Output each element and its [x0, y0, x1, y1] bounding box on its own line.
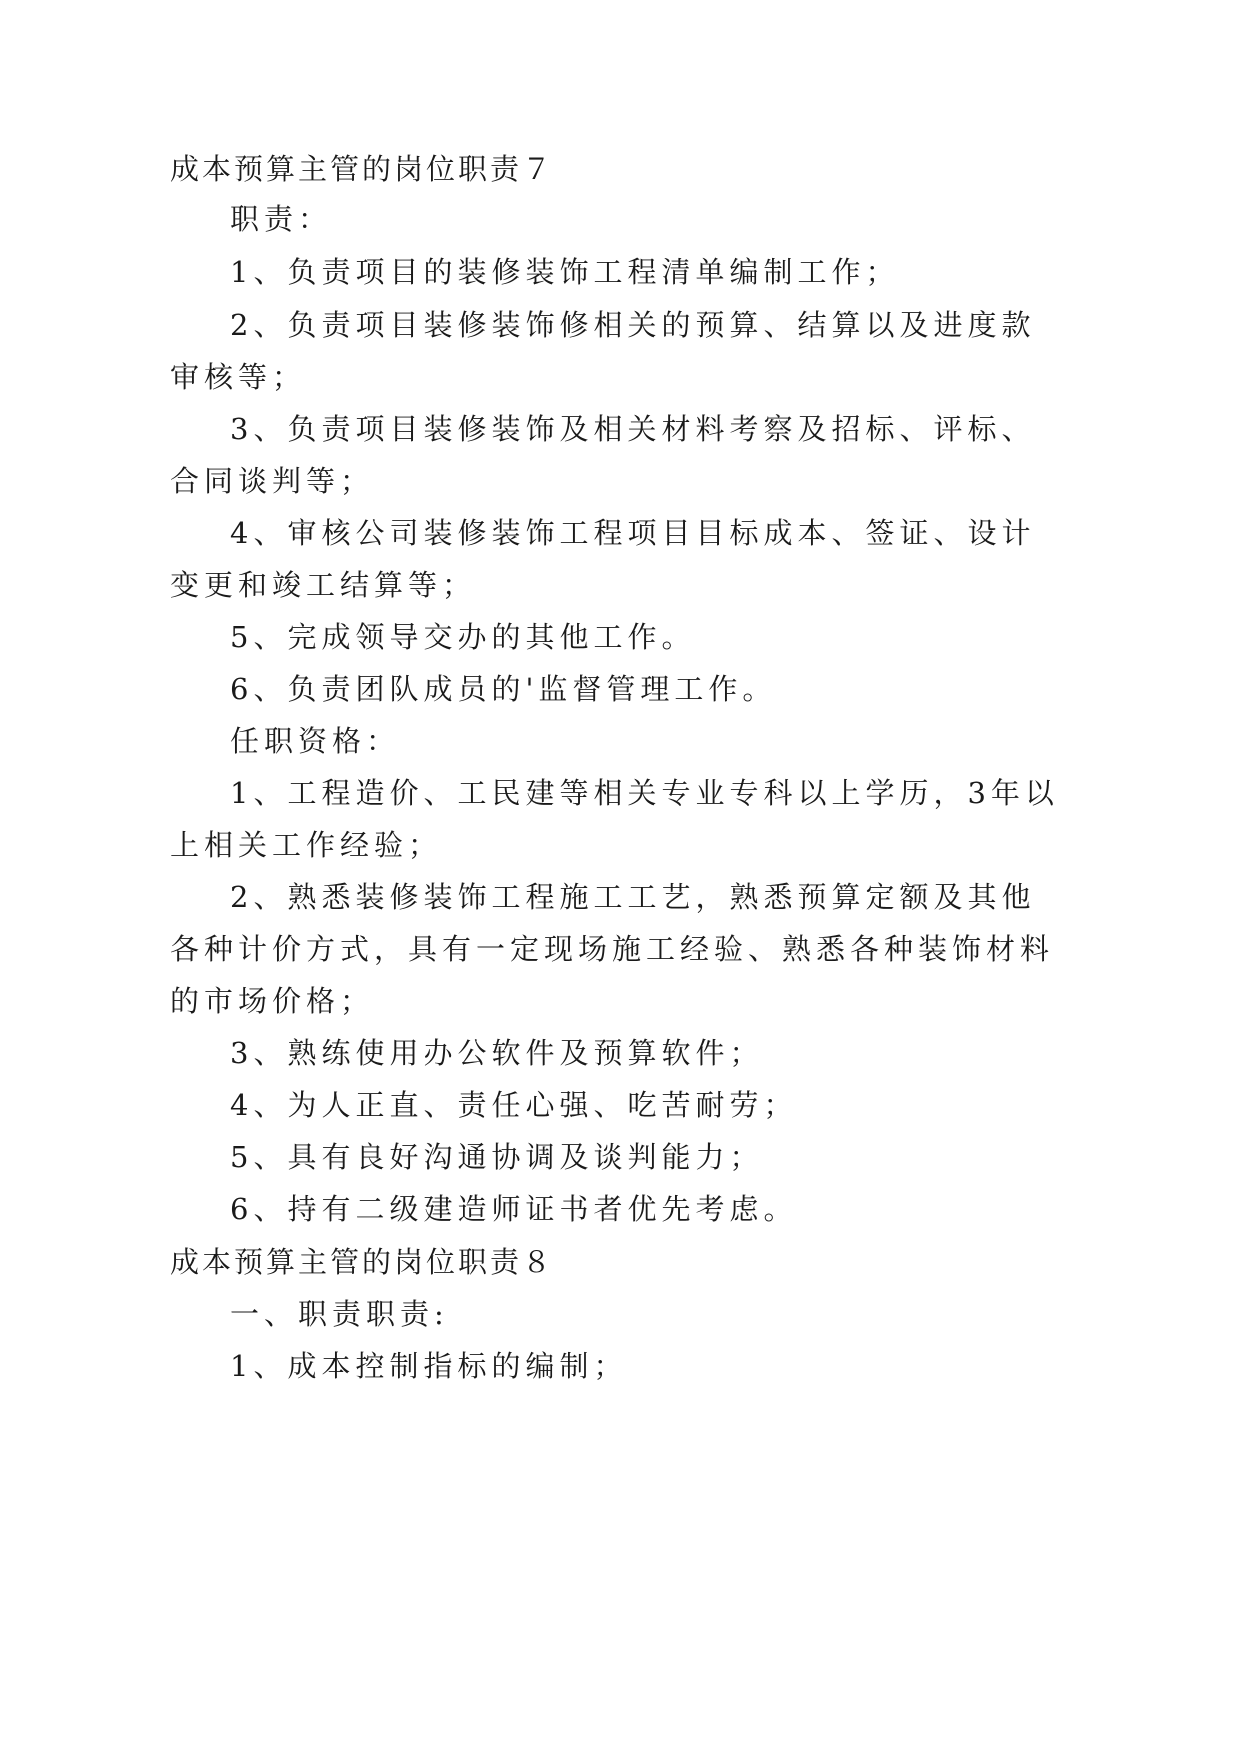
qualification-item-5: 5、具有良好沟通协调及谈判能力；: [230, 1140, 764, 1174]
qualification-item-4: 4、为人正直、责任心强、吃苦耐劳；: [230, 1088, 798, 1122]
qualification-item-6: 6、持有二级建造师证书者优先考虑。: [230, 1192, 798, 1226]
duty-item-5: 5、完成领导交办的其他工作。: [230, 620, 696, 654]
qualification-item-2-cont2: 的市场价格；: [170, 984, 375, 1018]
duty-item-4-cont: 变更和竣工结算等；: [170, 568, 477, 602]
section-8-duty-item-1: 1、成本控制指标的编制；: [230, 1349, 628, 1383]
qualification-item-3: 3、熟练使用办公软件及预算软件；: [230, 1036, 764, 1070]
qualification-item-2-cont: 各种计价方式，具有一定现场施工经验、熟悉各种装饰材料: [170, 932, 1055, 966]
section-7-title: 成本预算主管的岗位职责７: [170, 152, 555, 186]
duty-item-6: 6、负责团队成员的'监督管理工作。: [230, 672, 777, 706]
duty-item-1: 1、负责项目的装修装饰工程清单编制工作；: [230, 255, 900, 289]
section-8-title: 成本预算主管的岗位职责８: [170, 1245, 555, 1279]
duty-item-4: 4、审核公司装修装饰工程项目目标成本、签证、设计: [230, 516, 1036, 550]
duty-item-3-cont: 合同谈判等；: [170, 464, 375, 498]
duty-item-3: 3、负责项目装修装饰及相关材料考察及招标、评标、: [230, 412, 1036, 446]
qualification-item-2: 2、熟悉装修装饰工程施工工艺，熟悉预算定额及其他: [230, 880, 1036, 914]
duty-item-2-cont: 审核等；: [170, 360, 307, 394]
section-7-duties-label: 职责：: [230, 202, 333, 236]
qualification-item-1-cont: 上相关工作经验；: [170, 828, 443, 862]
duty-item-2: 2、负责项目装修装饰修相关的预算、结算以及进度款: [230, 308, 1036, 342]
section-8-duties-label: 一、职责职责:: [230, 1297, 449, 1331]
qualifications-label: 任职资格：: [230, 724, 401, 758]
qualification-item-1: 1、工程造价、工民建等相关专业专科以上学历，3年以: [230, 776, 1059, 810]
